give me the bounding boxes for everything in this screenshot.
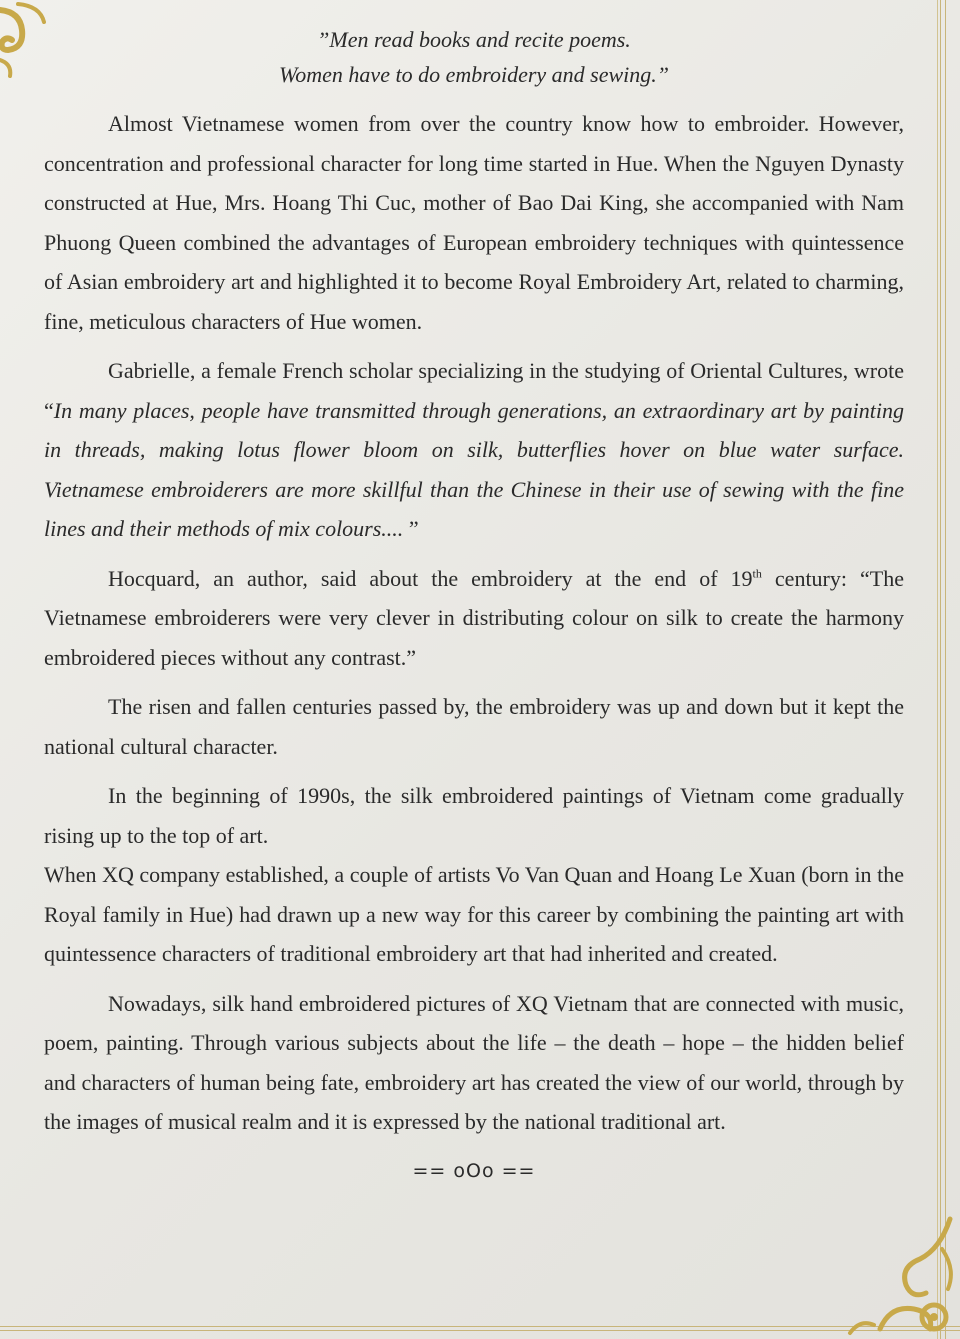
paragraph-2-close: ” [403, 516, 419, 541]
paragraph-4: The risen and fallen centuries passed by, the embroidery was up and down but it kept the national cultural character. [44, 694, 904, 759]
frame-border-bottom [0, 1326, 960, 1331]
frame-border-right [940, 0, 946, 1339]
paragraph-7: Nowadays, silk hand embroidered pictures of XQ Vietnam that are connected with music, poem, painting. Through various subjects about the life – the death – hope – the hidden belief and characters of human being fate, embroidery art has created the view of our world, through by the images of musical realm and it is expressed by the national traditional art. [44, 990, 904, 1134]
epigraph-line-1: ”Men read books and recite poems. [317, 27, 631, 52]
paragraph-3 [44, 559, 904, 678]
end-mark: == oOo == [412, 1159, 536, 1182]
paragraph-1: Almost Vietnamese women from over the country know how to embroider. However, concentration and professional character for long time started in Hue. When the Nguyen Dynasty constructed at Hue, Mrs. Hoang Thi Cuc, mother of Bao Dai King, she accompanied with Nam Phuong Queen combined the advantages of European embroidery techniques with quintessence of Asian embroidery art and highlighted it to become Royal Embroidery Art, related to charming, fine, meticulous characters of Hue women. [44, 111, 904, 334]
paragraph-3-lead: Hocquard, an author, said about the embroidery at the end of 19 [108, 565, 753, 591]
paragraph-2 [44, 351, 904, 549]
paragraph-2-quote: In many places, people have transmitted through generations, an extraordinary art by painting in threads, making lotus flower bloom on silk, butterflies hover on blue water surface. Vietnamese embroiderers are more skillful than the Chinese in their use of sewing with the fine lines and their methods of mix colours.... [44, 397, 904, 541]
paragraph-2-lead: Gabrielle, a female French scholar specializing in the studying of Oriental Cultures, wrote “ [44, 358, 904, 423]
paragraph-3-rest: century: “The Vietnamese embroiderers were very clever in distributing colour on silk to create the harmony embroidered pieces without any contrast.” [44, 565, 904, 670]
paragraph-5: In the beginning of 1990s, the silk embroidered paintings of Vietnam come gradually rising up to the top of art. [44, 783, 904, 848]
paragraph-6: When XQ company established, a couple of artists Vo Van Quan and Hoang Le Xuan (born in the Royal family in Hue) had drawn up a new way for this career by combining the painting art with quintessence characters of traditional embroidery art that had inherited and created. [44, 862, 904, 966]
paragraph-3-superscript: th [752, 566, 762, 581]
gold-corner-ornament-icon [830, 1209, 960, 1339]
epigraph-quote [44, 22, 904, 92]
epigraph-line-2: Women have to do embroidery and sewing.” [278, 62, 670, 87]
document-body [44, 22, 904, 1182]
frame-border-right-inner [937, 0, 938, 1339]
